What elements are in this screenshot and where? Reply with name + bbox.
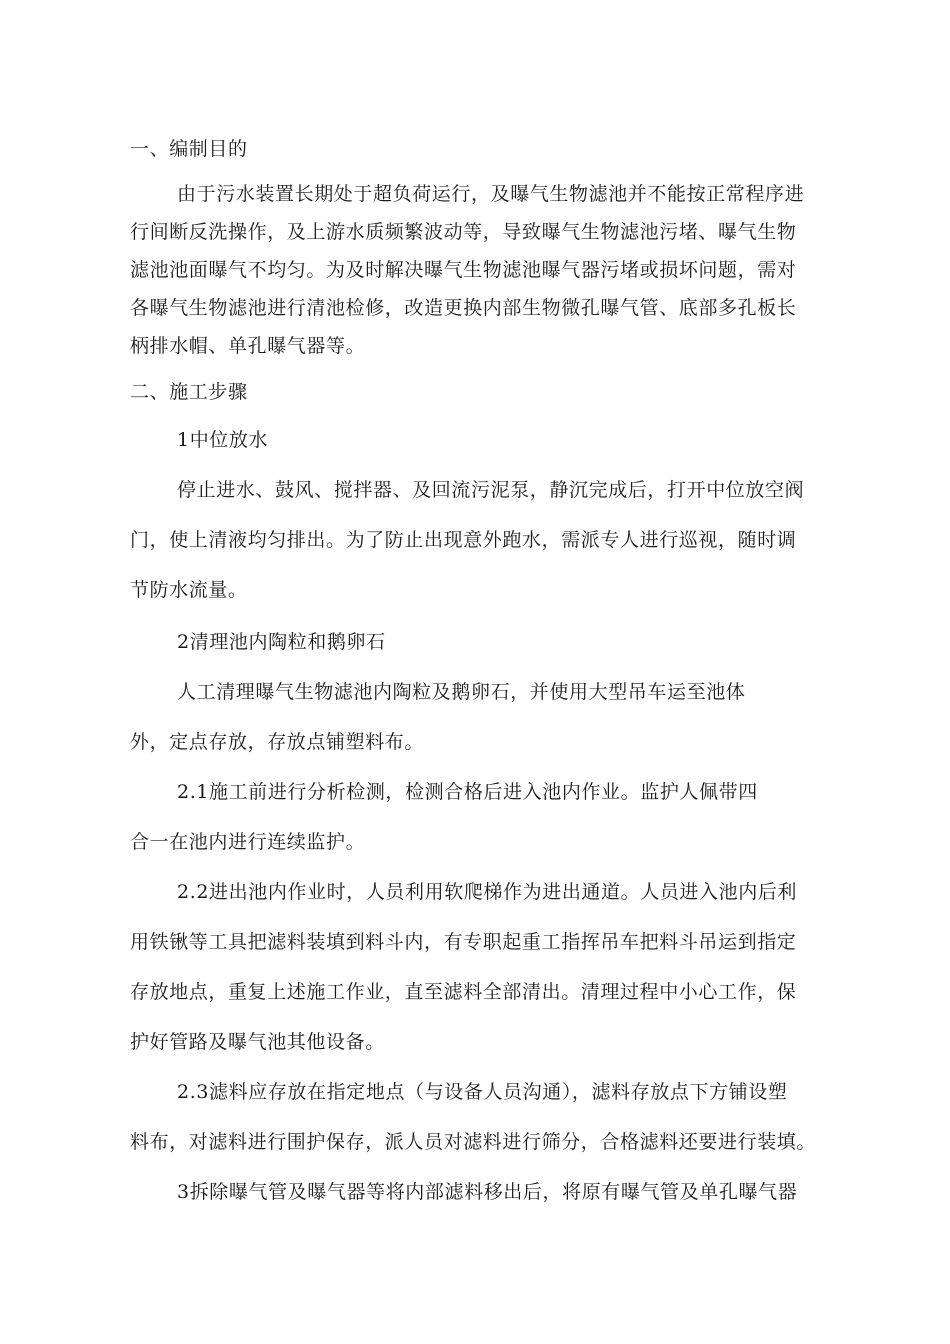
section-heading-2: 二、施工步骤 — [130, 381, 248, 403]
step-title: 1中位放水 — [177, 429, 269, 451]
paragraph-line: 2.1施工前进行分析检测，检测合格后进入池内作业。监护人佩带四 — [177, 781, 758, 803]
paragraph-line: 行间断反洗操作，及上游水质频繁波动等，导致曝气生物滤池污堵、曝气生物 — [130, 221, 797, 243]
paragraph-line: 合一在池内进行连续监护。 — [130, 831, 366, 853]
paragraph-line: 存放地点，重复上述施工作业，直至滤料全部清出。清理过程中小心工作，保 — [130, 981, 797, 1003]
paragraph-line: 人工清理曝气生物滤池内陶粒及鹅卵石，并使用大型吊车运至池体 — [177, 681, 746, 703]
paragraph-line: 2.2进出池内作业时，人员利用软爬梯作为进出通道。人员进入池内后利 — [177, 881, 798, 903]
paragraph-line: 3拆除曝气管及曝气器等将内部滤料移出后，将原有曝气管及单孔曝气器 — [177, 1181, 798, 1203]
paragraph-line: 由于污水装置长期处于超负荷运行，及曝气生物滤池并不能按正常程序进 — [177, 183, 805, 205]
paragraph-line: 节防水流量。 — [130, 579, 248, 601]
paragraph-line: 护好管路及曝气池其他设备。 — [130, 1031, 385, 1053]
paragraph-line: 外，定点存放，存放点铺塑料布。 — [130, 731, 425, 753]
paragraph-line: 2.3滤料应存放在指定地点（与设备人员沟通），滤料存放点下方铺设塑 — [177, 1081, 788, 1103]
paragraph-line: 门，使上清液均匀排出。为了防止出现意外跑水，需派专人进行巡视，随时调 — [130, 529, 797, 551]
paragraph-line: 各曝气生物滤池进行清池检修，改造更换内部生物微孔曝气管、底部多孔板长 — [130, 297, 797, 319]
paragraph-line: 用铁锹等工具把滤料装填到料斗内，有专职起重工指挥吊车把料斗吊运到指定 — [130, 931, 797, 953]
step-title: 2清理池内陶粒和鹅卵石 — [177, 631, 386, 653]
section-heading-1: 一、编制目的 — [130, 138, 248, 160]
paragraph-line: 停止进水、鼓风、搅拌器、及回流污泥泵，静沉完成后，打开中位放空阀 — [177, 479, 805, 501]
paragraph-line: 料布，对滤料进行围护保存，派人员对滤料进行筛分，合格滤料还要进行装填。 — [130, 1131, 817, 1153]
paragraph-line: 滤池池面曝气不均匀。为及时解决曝气生物滤池曝气器污堵或损坏问题，需对 — [130, 259, 797, 281]
paragraph-line: 柄排水帽、单孔曝气器等。 — [130, 335, 366, 357]
